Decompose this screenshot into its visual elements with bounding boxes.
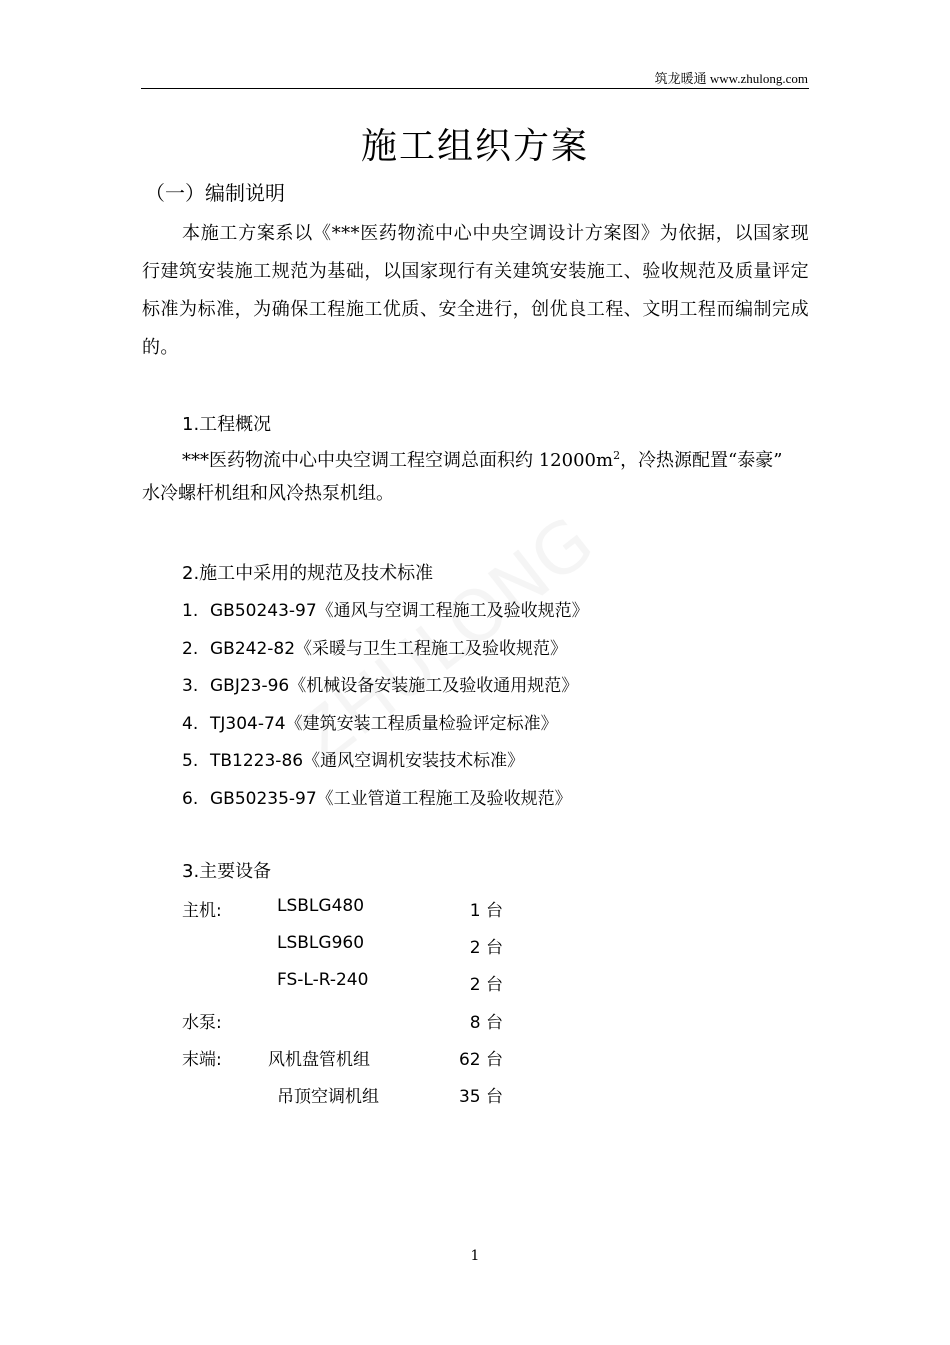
item-text: GB50235-97《工业管道工程施工及验收规范》 [210, 789, 572, 809]
standard-item [182, 746, 524, 771]
document-title: 施工组织方案 [360, 126, 589, 167]
equipment-heading: 3.主要设备 [182, 861, 272, 882]
item-text: GBJ23-96《机械设备安装施工及验收通用规范》 [210, 676, 579, 696]
standard-item [182, 784, 572, 809]
overview-superscript: 2 [613, 449, 621, 462]
item-number: 2. [182, 639, 199, 659]
overview-text-a: ***医药物流中心中央空调工程空调总面积约 12000m [182, 450, 614, 471]
equipment-model: LSBLG480 [277, 896, 365, 916]
standard-item [182, 671, 578, 696]
standard-item [182, 709, 558, 734]
equipment-model: FS-L-R-240 [277, 970, 369, 990]
equipment-qty: 35 台 [458, 1087, 503, 1107]
page-header: 筑龙暖通 www.zhulong.com [654, 71, 808, 86]
item-text: GB50243-97《通风与空调工程施工及验收规范》 [210, 601, 589, 621]
standard-item [182, 596, 589, 621]
item-number: 1. [182, 601, 199, 621]
overview-line-1 [142, 437, 809, 480]
item-number: 6. [182, 789, 199, 809]
standards-heading: 2.施工中采用的规范及技术标准 [182, 563, 434, 584]
equipment-qty: 8 台 [469, 1013, 503, 1033]
item-text: GB242-82《采暖与卫生工程施工及验收规范》 [210, 639, 568, 659]
page-number: 1 [470, 1248, 480, 1264]
equipment-category: 末端: [182, 1050, 222, 1070]
equipment-category: 主机: [182, 901, 222, 921]
equipment-qty: 62 台 [458, 1050, 503, 1070]
equipment-model: 风机盘管机组 [268, 1050, 370, 1070]
intro-paragraph: 本施工方案系以《***医药物流中心中央空调设计方案图》为依据，以国家现行建筑安装施工规范为基础，以国家现行有关建筑安装施工、验收规范及质量评定标准为标准，为确保工程施工优质、安全进行，创优良工程、文明工程而编制完成的。 [142, 223, 809, 358]
standard-item [182, 634, 567, 659]
equipment-qty: 2 台 [469, 938, 503, 958]
section-heading: （一）编制说明 [145, 181, 285, 205]
equipment-model: 吊顶空调机组 [277, 1087, 379, 1107]
overview-text-b: ，冷热源配置“泰豪” [620, 450, 783, 471]
header-divider [141, 88, 809, 89]
item-number: 5. [182, 751, 199, 771]
equipment-category: 水泵: [182, 1013, 222, 1033]
equipment-model: LSBLG960 [277, 933, 365, 953]
equipment-qty: 1 台 [469, 901, 503, 921]
item-number: 3. [182, 676, 199, 696]
item-text: TB1223-86《通风空调机安装技术标准》 [210, 751, 525, 771]
item-text: TJ304-74《建筑安装工程质量检验评定标准》 [210, 714, 558, 734]
overview-line-2: 水冷螺杆机组和风冷热泵机组。 [142, 483, 394, 504]
item-number: 4. [182, 714, 199, 734]
overview-heading: 1.工程概况 [182, 414, 272, 435]
equipment-qty: 2 台 [469, 975, 503, 995]
